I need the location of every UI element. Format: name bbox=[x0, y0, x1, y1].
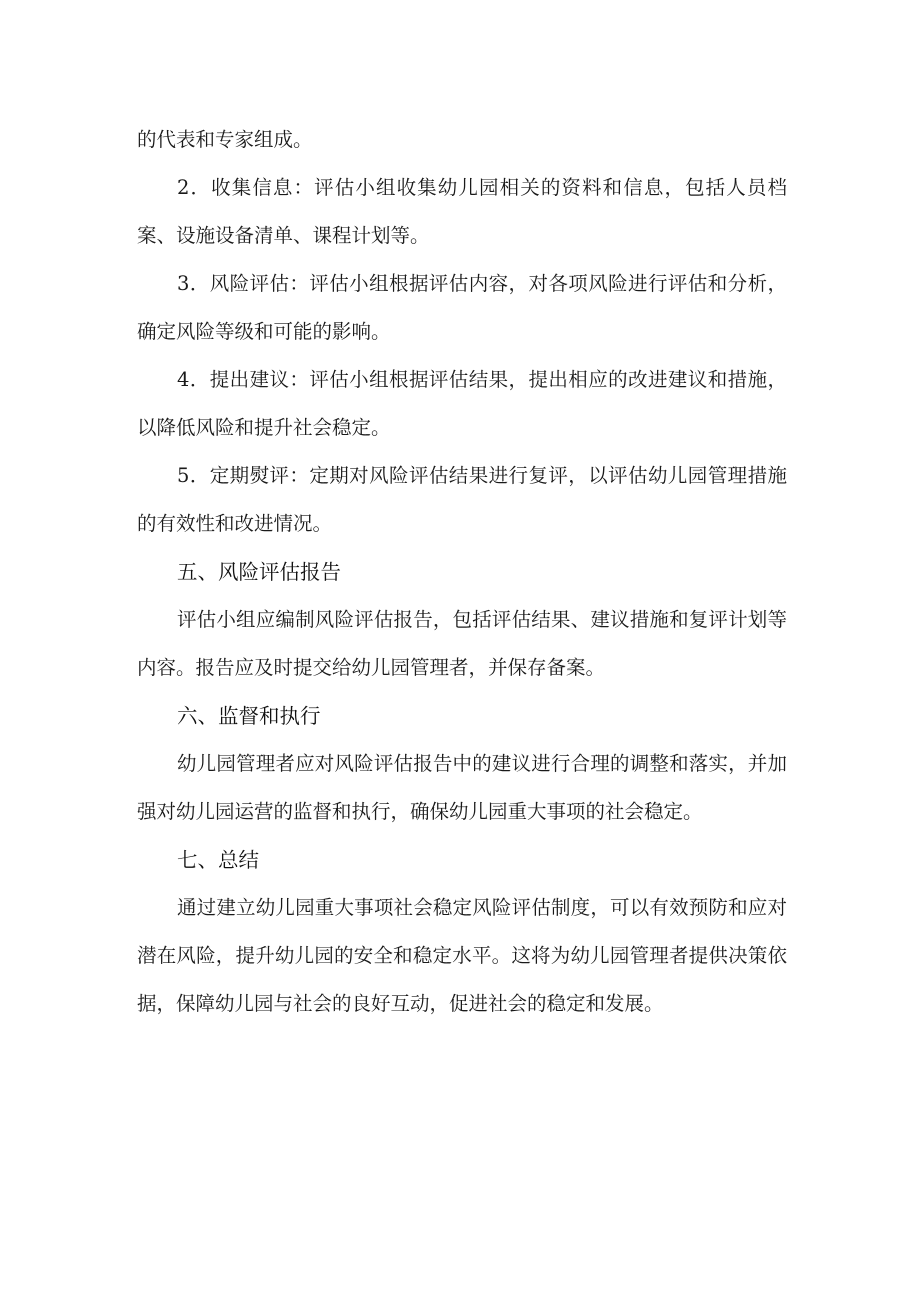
paragraph-section-7: 通过建立幼儿园重大事项社会稳定风险评估制度，可以有效预防和应对潜在风险，提升幼儿园的安全和稳定水平。这将为幼儿园管理者提供决策依据，保障幼儿园与社会的良好互动，促进社会的稳定和发展。 bbox=[137, 896, 787, 1015]
paragraph-step-3: 3．风险评估：评估小组根据评估内容，对各项风险进行评估和分析，确定风险等级和可能的影响。 bbox=[137, 272, 787, 343]
document-body bbox=[137, 116, 787, 1028]
paragraph-step-4: 4．提出建议：评估小组根据评估结果，提出相应的改进建议和措施，以降低风险和提升社会稳定。 bbox=[137, 368, 787, 439]
section-heading-6: 六、监督和执行 bbox=[177, 704, 321, 728]
section-heading-5: 五、风险评估报告 bbox=[177, 560, 341, 584]
paragraph-step-2: 2．收集信息：评估小组收集幼儿园相关的资料和信息，包括人员档案、设施设备清单、课程计划等。 bbox=[137, 176, 787, 247]
paragraph-step-5: 5．定期熨评：定期对风险评估结果进行复评，以评估幼儿园管理措施的有效性和改进情况。 bbox=[137, 464, 787, 535]
section-heading-7: 七、总结 bbox=[177, 848, 259, 872]
paragraph-section-6: 幼儿园管理者应对风险评估报告中的建议进行合理的调整和落实，并加强对幼儿园运营的监督和执行，确保幼儿园重大事项的社会稳定。 bbox=[137, 752, 787, 823]
paragraph-continuation: 的代表和专家组成。 bbox=[137, 128, 313, 151]
paragraph-section-5: 评估小组应编制风险评估报告，包括评估结果、建议措施和复评计划等内容。报告应及时提交给幼儿园管理者，并保存备案。 bbox=[137, 608, 787, 679]
